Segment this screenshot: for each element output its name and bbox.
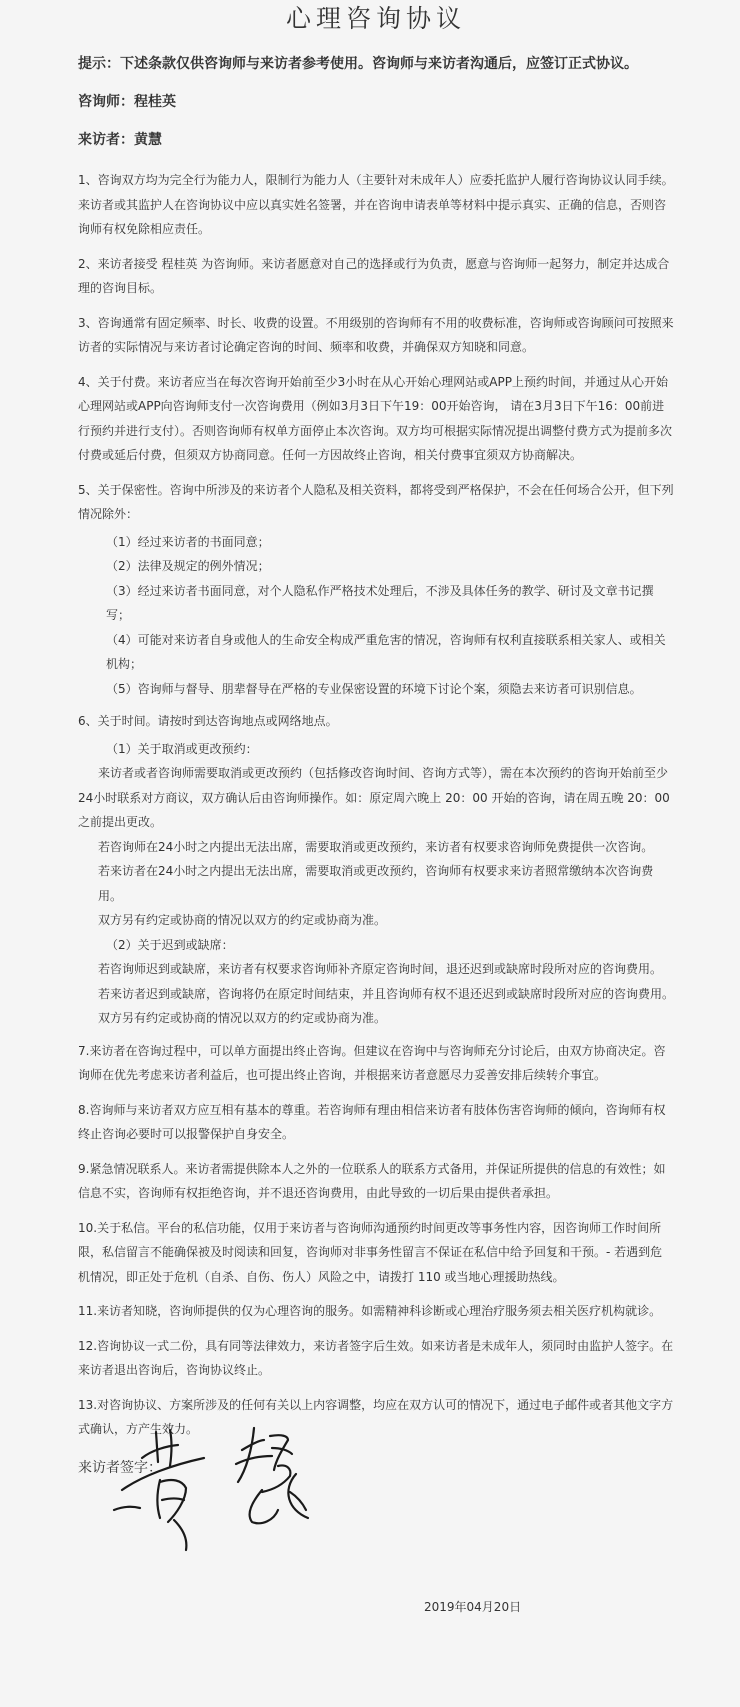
visitor-name: 来访者：黄慧: [78, 132, 162, 148]
handwritten-signature: [112, 1410, 332, 1560]
clause-6-sub1-line: 若咨询师在24小时之内提出无法出席，需要取消或更改预约，来访者有权要求咨询师免费提供一次咨询。: [98, 839, 654, 854]
clause-6-sub2-line: 若咨询师迟到或缺席，来访者有权要求咨询师补齐原定咨询时间，退还迟到或缺席时段所对应的咨询费用。: [98, 962, 663, 976]
clause-6-sub2-line: 双方另有约定或协商的情况以双方的约定或协商为准。: [98, 1011, 387, 1025]
clause-11: 11.来访者知晓，咨询师提供的仅为心理咨询的服务。如需精神科诊断或心理治疗服务须去相关医疗机构就诊。: [78, 1304, 662, 1318]
clause-3: 3、咨询通常有固定频率、时长、收费的设置。不用级别的咨询师有不用的收费标准，咨询师或咨询顾问可按照来访者的实际情况与来访者讨论确定咨询的时间、频率和收费，并确保双方知晓和同意。: [78, 315, 674, 354]
clause-6-sub2-title: （2）关于迟到或缺席：: [106, 937, 234, 952]
clause-8: 8.咨询师与来访者双方应互相有基本的尊重。若咨询师有理由相信来访者有肢体伤害咨询师的倾向，咨询师有权终止咨询必要时可以报警保护自身安全。: [78, 1102, 666, 1141]
page-title: 心理咨询协议: [285, 4, 466, 33]
clause-13: 13.对咨询协议、方案所涉及的任何有关以上内容调整，均应在双方认可的情况下，通过电子邮件或者其他文字方式确认，方产生效力。: [78, 1397, 674, 1436]
clause-5-item: （1）经过来访者的书面同意；: [106, 534, 270, 549]
signature-label: 来访者签字：: [78, 1459, 162, 1476]
clause-2: 2、来访者接受 程桂英 为咨询师。来访者愿意对自己的选择或行为负责，愿意与咨询师一起努力，制定并达成合理的咨询目标。: [78, 256, 670, 295]
clause-6-sub1-line: 若来访者在24小时之内提出无法出席，需要取消或更改预约，咨询师有权要求来访者照常缴纳本次咨询费用。: [98, 864, 654, 903]
counselor-name: 咨询师：程桂英: [78, 94, 176, 110]
signed-date: 2019年04月20日: [424, 1600, 522, 1614]
clause-12: 12.咨询协议一式二份，具有同等法律效力，来访者签字后生效。如来访者是未成年人，须同时由监护人签字。在来访者退出咨询后，咨询协议终止。: [78, 1338, 674, 1377]
notice-text: 提示：下述条款仅供咨询师与来访者参考使用。咨询师与来访者沟通后，应签订正式协议。: [78, 56, 638, 72]
clause-1: 1、咨询双方均为完全行为能力人，限制行为能力人（主要针对未成年人）应委托监护人履行咨询协议认同手续。来访者或其监护人在咨询协议中应以真实姓名签署，并在咨询申请表单等材料中提示真实、正确的信息，否则咨询师有权免除相应责任。: [78, 173, 674, 236]
clause-5: 5、关于保密性。咨询中所涉及的来访者个人隐私及相关资料，都将受到严格保护，不会在任何场合公开，但下列情况除外：: [78, 482, 674, 521]
clause-5-item: （2）法律及规定的例外情况；: [106, 559, 270, 573]
clauses-section: [78, 168, 674, 1442]
clause-10: 10.关于私信。平台的私信功能，仅用于来访者与咨询师沟通预约时间更改等事务性内容，因咨询师工作时间所限，私信留言不能确保被及时阅读和回复，咨询师对非事务性留言不保证在私信中给予回复和干预。- 若遇到危机情况，即正处于危机（自杀、自伤、伤人）风险之中，请拨打 110 或当地心理援助热线。: [78, 1220, 663, 1284]
clause-5-item: （5）咨询师与督导、朋辈督导在严格的专业保密设置的环境下讨论个案，须隐去来访者可识别信息。: [106, 681, 642, 696]
clause-6-sub1-line: 双方另有约定或协商的情况以双方的约定或协商为准。: [98, 913, 387, 927]
clause-7: 7.来访者在咨询过程中，可以单方面提出终止咨询。但建议在咨询中与咨询师充分讨论后，由双方协商决定。咨询师在优先考虑来访者利益后，也可提出终止咨询，并根据来访者意愿尽力妥善安排后续转介事宜。: [78, 1043, 666, 1082]
clause-6: 6、关于时间。请按时到达咨询地点或网络地点。: [78, 714, 338, 728]
clause-9: 9.紧急情况联系人。来访者需提供除本人之外的一位联系人的联系方式备用，并保证所提供的信息的有效性；如信息不实，咨询师有权拒绝咨询，并不退还咨询费用，由此导致的一切后果由提供者承担。: [78, 1161, 666, 1200]
clause-6-sub1-title: （1）关于取消或更改预约：: [106, 741, 258, 756]
clause-6-sub2-line: 若来访者迟到或缺席，咨询将仍在原定时间结束，并且咨询师有权不退还迟到或缺席时段所对应的咨询费用。: [98, 986, 675, 1001]
clause-6-sub1-para: 来访者或者咨询师需要取消或更改预约（包括修改咨询时间、咨询方式等），需在本次预约的咨询开始前至少24小时联系对方商议，双方确认后由咨询师操作。如：原定周六晚上 20：00 开始的咨询，请在周五晚 20：00 之前提出更改。: [78, 766, 670, 829]
clause-4: 4、关于付费。来访者应当在每次咨询开始前至少3小时在从心开始心理网站或APP上预约时间，并通过从心开始心理网站或APP向咨询师支付一次咨询费用（例如3月3日下午19：00开始咨询， 请在3月3日下午16：00前进行预约并进行支付）。否则咨询师有权单方面停止本次咨询。双方均可根据实际情况提出调整付费方式为提前多次付费或延后付费，但须双方协商同意。任何一方因故终止咨询，相关付费事宜须双方协商解决。: [78, 374, 673, 462]
clause-5-item: （4）可能对来访者自身或他人的生命安全构成严重危害的情况，咨询师有权利直接联系相关家人、或相关机构；: [106, 632, 666, 671]
clause-5-item: （3）经过来访者书面同意，对个人隐私作严格技术处理后，不涉及具体任务的教学、研讨及文章书记撰写；: [106, 583, 654, 622]
